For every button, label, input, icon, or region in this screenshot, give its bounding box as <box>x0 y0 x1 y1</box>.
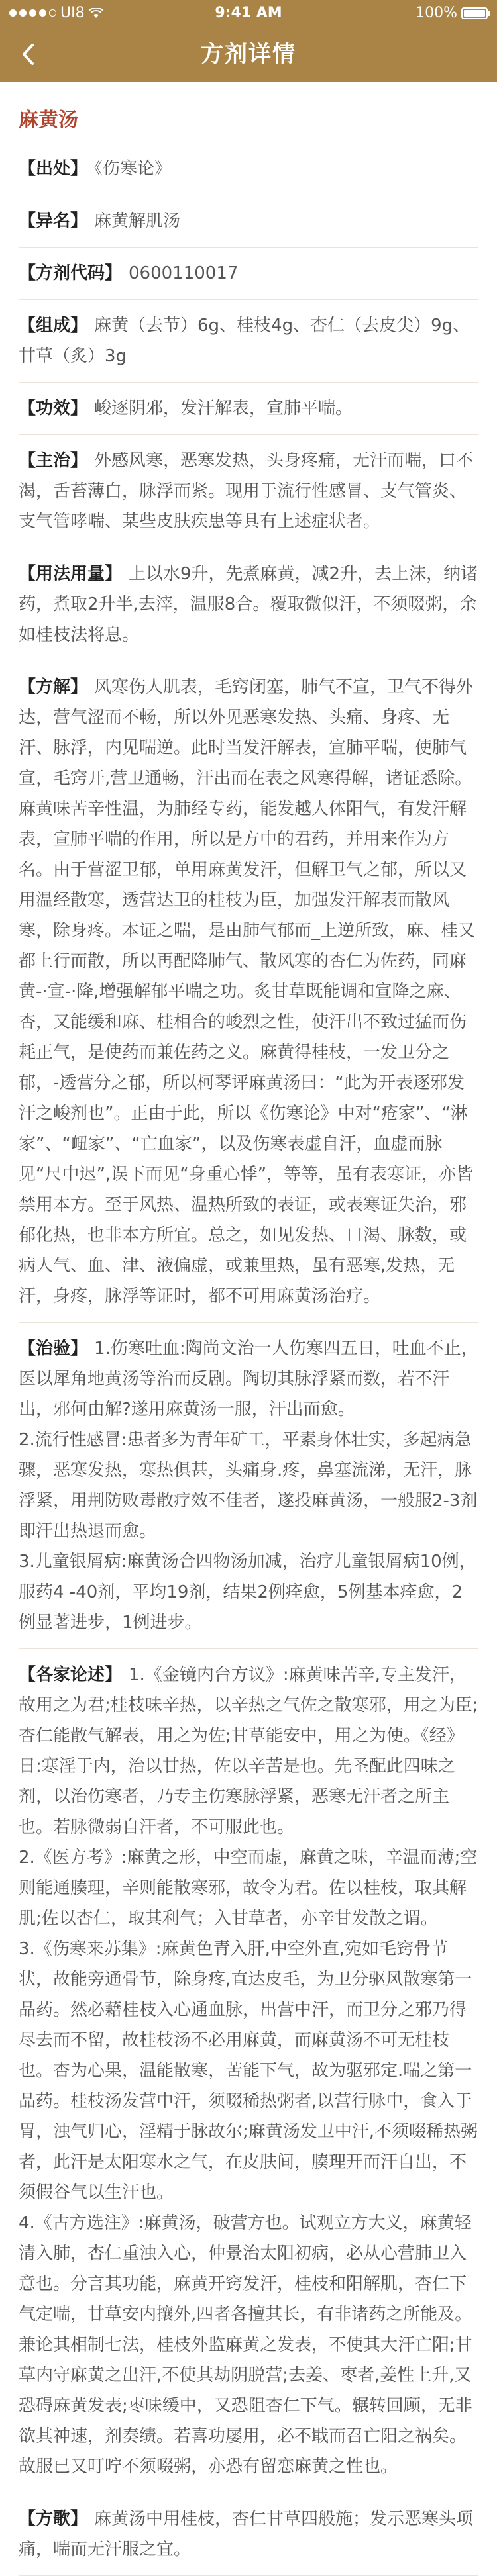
page-title: 方剂详情 <box>201 41 296 68</box>
battery-percent: 100% <box>415 5 457 21</box>
carrier-label: UI8 <box>60 5 85 21</box>
section-label: 【组成】 <box>19 316 88 336</box>
section-text: 麻黄汤中用桂枝，杏仁甘草四般施；发示恶寒头项痛，喘而无汗服之宜。 <box>19 2509 474 2559</box>
section-label: 【治验】 <box>19 1339 88 1359</box>
section-0 <box>19 143 478 195</box>
section-2 <box>19 248 478 300</box>
battery-icon <box>461 7 488 19</box>
section-paragraph <box>19 559 478 650</box>
section-paragraph <box>19 2504 478 2565</box>
section-5 <box>19 435 478 548</box>
section-7 <box>19 661 478 1323</box>
section-label: 【异名】 <box>19 211 88 231</box>
battery-indicator <box>415 5 488 21</box>
section-paragraph <box>19 1934 478 2208</box>
section-text: 麻黄（去节）6g、桂枝4g、杏仁（去皮尖）9g、甘草（炙）3g <box>19 316 470 366</box>
section-text: 峻逐阴邪，发汗解表，宣肺平喘。 <box>94 399 353 418</box>
section-text: 外感风寒，恶寒发热，头身疼痛，无汗而喘，口不渴，舌苔薄白，脉浮而紧。现用于流行性感冒、支气管炎、支气管哮喘、某些皮肤疾患等具有上述症状者。 <box>19 451 474 532</box>
section-label: 【方歌】 <box>19 2509 88 2529</box>
section-text: 0600110017 <box>129 263 239 283</box>
section-text: 3.儿童银屑病:麻黄汤合四物汤加减，治疗儿童银屑病10例，服药4 -40剂，平均19剂，结果2例痊愈，5例基本痊愈，2例显著进步，1例进步。 <box>19 1552 476 1633</box>
section-label: 【方剂代码】 <box>19 263 123 283</box>
section-8 <box>19 1323 478 1649</box>
section-paragraph <box>19 672 478 1312</box>
section-paragraph <box>19 154 478 184</box>
status-bar <box>0 0 497 26</box>
section-paragraph <box>19 1547 478 1638</box>
section-text: 1.伤寒吐血:陶尚文治一人伤寒四五日，吐血不止，医以犀角地黄汤等治而反剧。陶切其脉浮紧而数，若不汗出，邪何由解?遂用麻黄汤一服，汗出而愈。 <box>19 1339 478 1419</box>
section-label: 【功效】 <box>19 399 88 418</box>
section-4 <box>19 383 478 435</box>
section-text: 1.《金镜内台方议》:麻黄味苦辛,专主发汗，故用之为君;桂枝味辛热，以辛热之气佐之散寒邪，用之为臣;杏仁能散气解表，用之为佐;甘草能安中，用之为使。《经》日:寒淫于内，治以甘热，佐以辛苦是也。先圣配此四味之剂，以治伤寒者，乃专主伤寒脉浮紧，恶寒无汗者之所主也。若脉微弱自汗者，不可服此也。 <box>19 1665 478 1837</box>
section-label: 【方解】 <box>19 677 88 697</box>
section-text: 3.《伤寒来苏集》:麻黄色青入肝,中空外直,宛如毛窍骨节状，故能旁通骨节，除身疼,直达皮毛，为卫分驱风散寒第一品药。然必藉桂枝入心通血脉，出营中汗，而卫分之邪乃得尽去而不留，故桂枝汤不必用麻黄，而麻黄汤不可无桂枝也。杏为心果，温能散寒，苦能下气，故为驱邪定.喘之第一品药。桂枝汤发营中汗，须啜稀热粥者,以营行脉中，食入于胃，浊气归心，淫精于脉故尔;麻黄汤发卫中汗,不须啜稀热粥者，此汗是太阳寒水之气，在皮肤间，腠理开而汗自出，不须假谷气以生汗也。 <box>19 1939 478 2203</box>
section-label: 【用法用量】 <box>19 564 123 584</box>
section-text: 《伤寒论》 <box>94 159 172 179</box>
section-paragraph <box>19 1842 478 1934</box>
section-6 <box>19 548 478 661</box>
section-text: 4.《古方选注》:麻黄汤，破营方也。试观立方大义，麻黄轻清入肺，杏仁重浊入心，仲景治太阳初病，必从心营肺卫入意也。分言其功能，麻黄开窍发汗，桂枝和阳解肌，杏仁下气定喘，甘草安内攘外,四者各擅其长，有非诸药之所能及。兼论其相制七法，桂枝外监麻黄之发表，不使其大汗亡阳;甘草内守麻黄之出汗,不使其劫阴脱营;去姜、枣者,姜性上升,又恐碍麻黄发表;枣味缓中，又恐阻杏仁下气。辗转回顾，无非欲其神速，剂奏绩。若喜功屡用，必不戢而召亡阳之祸矣。故服已又叮咛不须啜粥，亦恐有留恋麻黄之性也。 <box>19 2213 472 2477</box>
nav-bar <box>0 26 497 82</box>
section-paragraph <box>19 446 478 537</box>
section-10 <box>19 2493 478 2576</box>
section-label: 【主治】 <box>19 451 88 471</box>
section-label: 【各家论述】 <box>19 1665 123 1685</box>
section-text: 麻黄解肌汤 <box>94 211 181 231</box>
formula-name: 麻黄汤 <box>19 109 78 132</box>
sections-list <box>19 143 478 2576</box>
section-text: 2.流行性感冒:患者多为青年矿工，平素身体壮实，多起病急骤，恶寒发热，寒热俱甚，头痛身.疼，鼻塞流涕，无汗，脉浮紧，用荆防败毒散疗效不佳者，遂投麻黄汤，一般服2-3剂即汗出热退而愈。 <box>19 1430 478 1541</box>
status-time: 9:41 AM <box>215 5 282 21</box>
section-paragraph <box>19 206 478 236</box>
section-paragraph <box>19 1333 478 1425</box>
section-9 <box>19 1649 478 2493</box>
section-label: 【出处】 <box>19 159 88 179</box>
formula-detail <box>0 82 497 2576</box>
section-paragraph <box>19 310 478 371</box>
section-paragraph <box>19 1660 478 1842</box>
section-text: 上以水9升，先煮麻黄，减2升，去上沫，纳诸药，煮取2升半,去滓，温服8合。覆取微似汗，不须啜粥，余如桂枝法将息。 <box>19 564 478 645</box>
section-paragraph <box>19 1425 478 1547</box>
section-paragraph <box>19 393 478 424</box>
section-text: 风寒伤人肌表，毛窍闭塞，肺气不宣，卫气不得外达，营气涩而不畅，所以外见恶寒发热、头痛、身疼、无汗、脉浮，内见喘逆。此时当发汗解表，宣肺平喘，使肺气宣，毛窍开,营卫通畅，汗出而在表之风寒得解，诸证悉除。麻黄味苦辛性温，为肺经专药，能发越人体阳气，有发汗解表，宣肺平喘的作用，所以是方中的君药，并用来作为方名。由于营涩卫郁，单用麻黄发汗，但解卫气之郁，所以又用温经散寒，透营达卫的桂枝为臣，加强发汗解表而散风寒，除身疼。本证之喘，是由肺气郁而_上逆所致，麻、桂又都上行而散，所以再配降肺气、散风寒的杏仁为佐药，同麻黄-·宣-·降,增强解郁平喘之功。炙甘草既能调和宣降之麻、杏，又能缓和麻、桂相合的峻烈之性，使汗出不致过猛而伤耗正气，是使药而兼佐药之义。麻黄得桂枝，一发卫分之郁，-透营分之郁，所以柯琴评麻黄汤曰：“此为开表逐邪发汗之峻剂也”。正由于此，所以《伤寒论》中对“疮家”、“淋家”、“衄家”、“亡血家”，以及伤寒表虚自汗，血虚而脉见“尺中迟”,误下而见“身重心悸”，等等，虽有表寒证，亦皆禁用本方。至于风热、温热所致的表证，或表寒证失治，邪郁化热，也非本方所宜。总之，如见发热、口渴、脉数，或病人气、血、津、液偏虚，或兼里热，虽有恶寒,发热，无汗，身疼，脉浮等证时，都不可用麻黄汤治疗。 <box>19 677 476 1306</box>
section-text: 2.《医方考》:麻黄之形，中空而虚，麻黄之味，辛温而薄;空则能通腠理，辛则能散寒邪，故令为君。佐以桂枝，取其解肌;佐以杏仁，取其利气；入甘草者，亦辛甘发散之谓。 <box>19 1848 478 1929</box>
section-paragraph <box>19 2208 478 2482</box>
section-1 <box>19 195 478 248</box>
section-paragraph <box>19 258 478 289</box>
section-3 <box>19 300 478 383</box>
